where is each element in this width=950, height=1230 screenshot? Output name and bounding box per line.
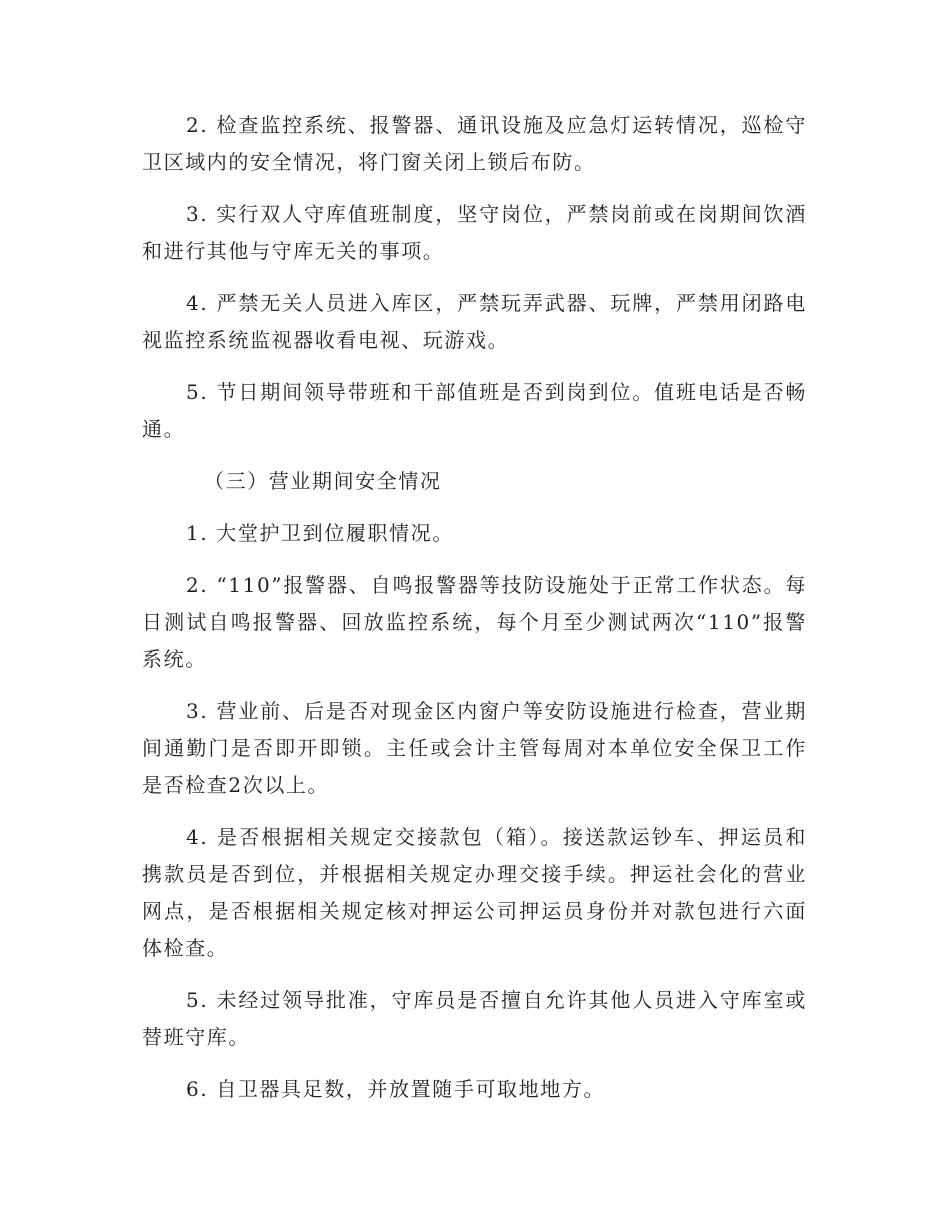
paragraph-item-4: 4. 严禁无关人员进入库区，严禁玩弄武器、玩牌，严禁用闭路电视监控系统监视器收看电视、玩游戏。 <box>142 291 807 352</box>
section-item-3: 3. 营业前、后是否对现金区内窗户等安防设施进行检查，营业期间通勤门是否即开即锁。主任或会计主管每周对本单位安全保卫工作是否检查2次以上。 <box>142 699 807 797</box>
section-item-6: 6. 自卫器具足数，并放置随手可取地地方。 <box>186 1077 606 1101</box>
paragraph-item-2: 2. 检查监控系统、报警器、通讯设施及应急灯运转情况，巡检守卫区域内的安全情况，将门窗关闭上锁后布防。 <box>142 113 807 174</box>
section-item-1: 1. 大堂护卫到位履职情况。 <box>186 521 454 545</box>
paragraph-item-3: 3. 实行双人守库值班制度，坚守岗位，严禁岗前或在岗期间饮酒和进行其他与守库无关的事项。 <box>142 202 807 263</box>
section-heading: （三）营业期间安全情况 <box>204 469 442 493</box>
document-body <box>142 107 807 1123</box>
section-item-5: 5. 未经过领导批准，守库员是否擅自允许其他人员进入守库室或替班守库。 <box>142 988 807 1049</box>
section-item-2: 2. “110”报警器、自鸣报警器等技防设施处于正常工作状态。每日测试自鸣报警器、回放监控系统，每个月至少测试两次“110”报警系统。 <box>142 573 807 671</box>
paragraph-item-5: 5. 节日期间领导带班和干部值班是否到岗到位。值班电话是否畅通。 <box>142 380 807 441</box>
section-item-4: 4. 是否根据相关规定交接款包（箱）。接送款运钞车、押运员和携款员是否到位，并根据相关规定办理交接手续。押运社会化的营业网点，是否根据相关规定核对押运公司押运员身份并对款包进行六面体检查。 <box>142 825 807 960</box>
